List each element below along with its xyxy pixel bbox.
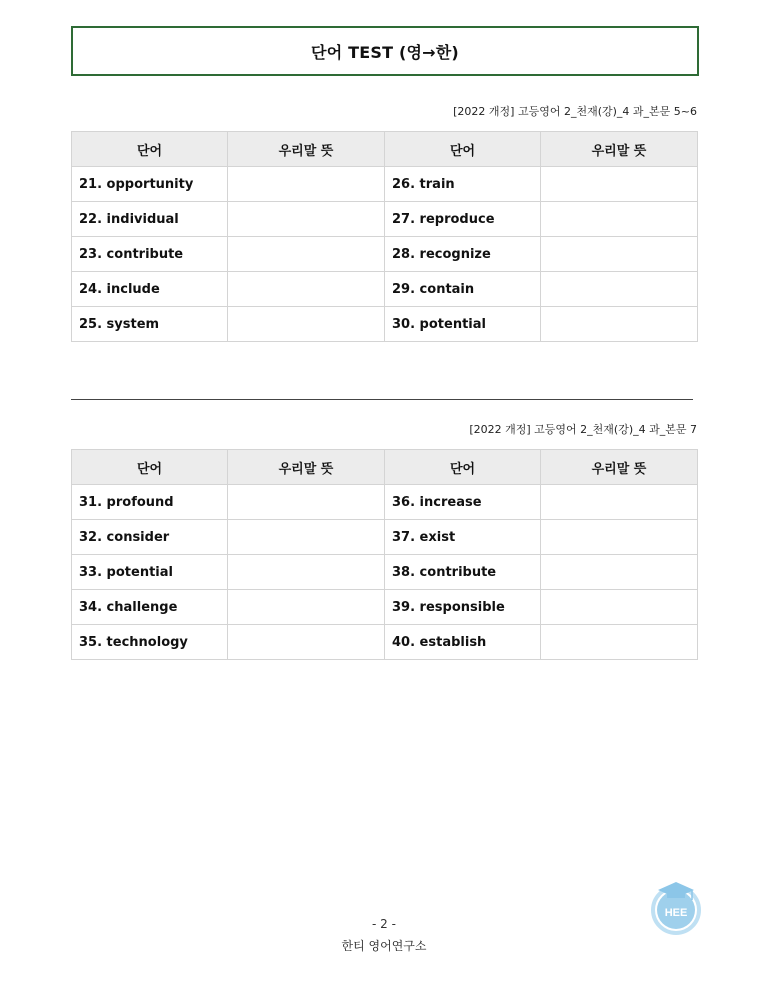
word-cell: 38. contribute xyxy=(385,555,541,590)
header-meaning: 우리말 뜻 xyxy=(541,450,698,485)
answer-cell[interactable] xyxy=(541,520,698,555)
answer-cell[interactable] xyxy=(228,485,385,520)
page-title: 단어 TEST (영→한) xyxy=(71,26,699,76)
word-cell: 30. potential xyxy=(385,307,541,342)
table-row xyxy=(72,625,698,660)
answer-cell[interactable] xyxy=(541,555,698,590)
section-divider xyxy=(71,399,693,400)
publisher-name: 한티 영어연구소 xyxy=(341,939,427,953)
header-meaning: 우리말 뜻 xyxy=(228,132,385,167)
answer-cell[interactable] xyxy=(228,555,385,590)
word-cell: 33. potential xyxy=(72,555,228,590)
word-cell: 28. recognize xyxy=(385,237,541,272)
answer-cell[interactable] xyxy=(541,202,698,237)
table-row xyxy=(72,202,698,237)
header-word: 단어 xyxy=(385,132,541,167)
table-row xyxy=(72,590,698,625)
word-cell: 37. exist xyxy=(385,520,541,555)
answer-cell[interactable] xyxy=(228,202,385,237)
word-cell: 21. opportunity xyxy=(72,167,228,202)
table-row xyxy=(72,167,698,202)
section-1-subtitle: [2022 개정] 고등영어 2_천재(강)_4 과_본문 5~6 xyxy=(453,105,697,118)
word-cell: 29. contain xyxy=(385,272,541,307)
answer-cell[interactable] xyxy=(228,237,385,272)
table-header-row xyxy=(72,450,698,485)
answer-cell[interactable] xyxy=(541,272,698,307)
answer-cell[interactable] xyxy=(541,625,698,660)
answer-cell[interactable] xyxy=(541,590,698,625)
answer-cell[interactable] xyxy=(228,307,385,342)
logo-text: HEE xyxy=(664,907,688,919)
answer-cell[interactable] xyxy=(228,590,385,625)
hee-logo-icon xyxy=(648,878,704,938)
page-number: - 2 - xyxy=(372,917,396,931)
word-cell: 35. technology xyxy=(72,625,228,660)
word-cell: 32. consider xyxy=(72,520,228,555)
word-cell: 39. responsible xyxy=(385,590,541,625)
answer-cell[interactable] xyxy=(541,167,698,202)
answer-cell[interactable] xyxy=(541,237,698,272)
word-cell: 25. system xyxy=(72,307,228,342)
header-meaning: 우리말 뜻 xyxy=(228,450,385,485)
vocab-table-2 xyxy=(71,449,698,660)
word-cell: 23. contribute xyxy=(72,237,228,272)
table-row xyxy=(72,272,698,307)
table-row xyxy=(72,555,698,590)
word-cell: 34. challenge xyxy=(72,590,228,625)
table-row xyxy=(72,307,698,342)
table-row xyxy=(72,485,698,520)
vocab-table-1 xyxy=(71,131,698,342)
header-word: 단어 xyxy=(385,450,541,485)
word-cell: 24. include xyxy=(72,272,228,307)
answer-cell[interactable] xyxy=(541,485,698,520)
table-header-row xyxy=(72,132,698,167)
answer-cell[interactable] xyxy=(228,272,385,307)
word-cell: 27. reproduce xyxy=(385,202,541,237)
word-cell: 26. train xyxy=(385,167,541,202)
answer-cell[interactable] xyxy=(541,307,698,342)
table-row xyxy=(72,237,698,272)
section-2-subtitle: [2022 개정] 고등영어 2_천재(강)_4 과_본문 7 xyxy=(469,423,697,436)
word-cell: 40. establish xyxy=(385,625,541,660)
answer-cell[interactable] xyxy=(228,167,385,202)
word-cell: 22. individual xyxy=(72,202,228,237)
word-cell: 36. increase xyxy=(385,485,541,520)
word-cell: 31. profound xyxy=(72,485,228,520)
answer-cell[interactable] xyxy=(228,625,385,660)
header-word: 단어 xyxy=(72,450,228,485)
header-meaning: 우리말 뜻 xyxy=(541,132,698,167)
header-word: 단어 xyxy=(72,132,228,167)
table-row xyxy=(72,520,698,555)
answer-cell[interactable] xyxy=(228,520,385,555)
